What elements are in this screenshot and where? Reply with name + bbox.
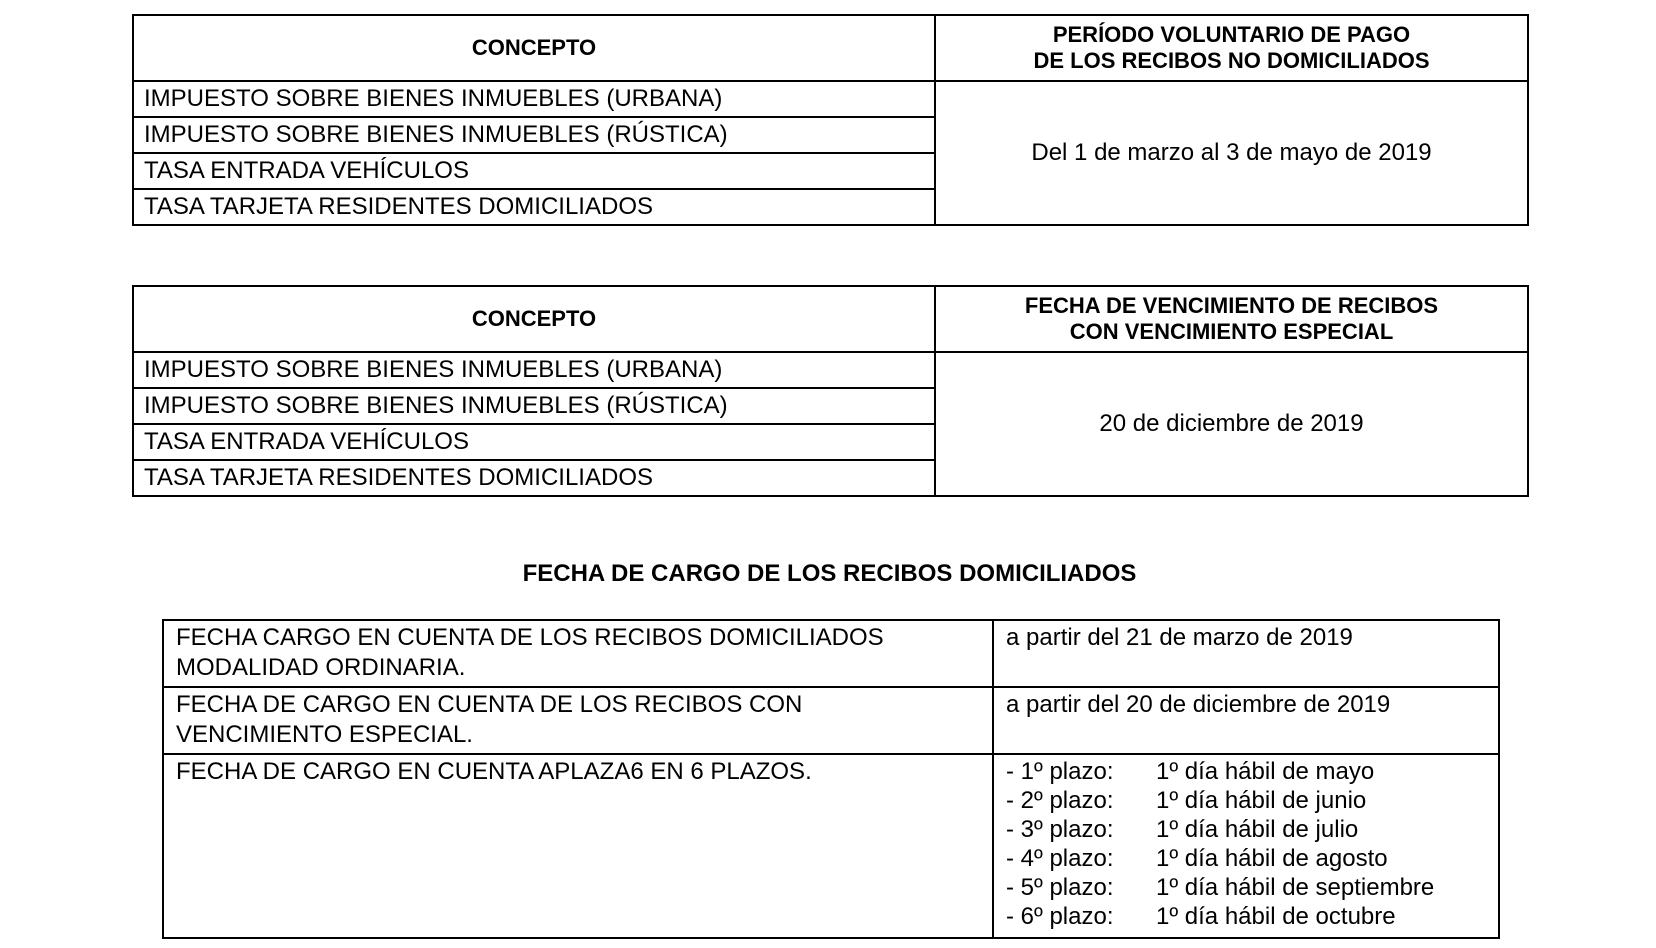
plazo-label: - 5º plazo: [1006, 874, 1114, 901]
plazo-value: 1º día hábil de junio [1156, 787, 1367, 814]
concept-header: CONCEPTO [133, 15, 935, 81]
concept-cell: TASA ENTRADA VEHÍCULOS [133, 424, 935, 460]
plazo-item [1006, 786, 1498, 815]
concept-line: FECHA DE CARGO EN CUENTA APLAZA6 EN 6 PLAZOS. [176, 758, 812, 785]
table-header-row [133, 286, 1528, 352]
plazo-label: - 6º plazo: [1006, 903, 1114, 930]
concept-cell [163, 620, 993, 687]
due-date-value: 20 de diciembre de 2019 [935, 352, 1528, 496]
charge-date-value: a partir del 20 de diciembre de 2019 [993, 687, 1499, 754]
concept-line: MODALIDAD ORDINARIA. [176, 654, 466, 681]
table-row [163, 754, 1499, 938]
plazo-item [1006, 815, 1498, 844]
concept-header: CONCEPTO [133, 286, 935, 352]
due-date-header-line2: CON VENCIMIENTO ESPECIAL [1069, 319, 1394, 344]
plazo-value: 1º día hábil de septiembre [1156, 874, 1435, 901]
concept-cell: IMPUESTO SOBRE BIENES INMUEBLES (URBANA) [133, 81, 935, 117]
table-row [133, 352, 1528, 388]
plazo-item [1006, 844, 1498, 873]
concept-line: VENCIMIENTO ESPECIAL. [176, 721, 473, 748]
concept-cell: TASA TARJETA RESIDENTES DOMICILIADOS [133, 189, 935, 225]
period-header-line2: DE LOS RECIBOS NO DOMICILIADOS [1033, 48, 1430, 73]
plazo-value: 1º día hábil de mayo [1156, 758, 1375, 785]
concept-line: FECHA DE CARGO EN CUENTA DE LOS RECIBOS CON [176, 691, 803, 718]
concept-cell: TASA ENTRADA VEHÍCULOS [133, 153, 935, 189]
concept-cell [163, 687, 993, 754]
plazo-label: - 4º plazo: [1006, 845, 1114, 872]
plazo-value: 1º día hábil de julio [1156, 816, 1359, 843]
voluntary-period-table [132, 14, 1529, 226]
table-header-row [133, 15, 1528, 81]
concept-cell: IMPUESTO SOBRE BIENES INMUEBLES (URBANA) [133, 352, 935, 388]
concept-cell: TASA TARJETA RESIDENTES DOMICILIADOS [133, 460, 935, 496]
plazo-value: 1º día hábil de agosto [1156, 845, 1388, 872]
plazo-value: 1º día hábil de octubre [1156, 903, 1396, 930]
concept-cell: IMPUESTO SOBRE BIENES INMUEBLES (RÚSTICA) [133, 117, 935, 153]
plazo-label: - 3º plazo: [1006, 816, 1114, 843]
period-header [935, 15, 1528, 81]
table-row [163, 620, 1499, 687]
concept-cell: IMPUESTO SOBRE BIENES INMUEBLES (RÚSTICA) [133, 388, 935, 424]
plazo-label: - 2º plazo: [1006, 787, 1114, 814]
table-row [133, 81, 1528, 117]
due-date-header [935, 286, 1528, 352]
concept-cell [163, 754, 993, 938]
special-due-date-table [132, 285, 1529, 497]
period-header-line1: PERÍODO VOLUNTARIO DE PAGO [1052, 22, 1411, 47]
due-date-header-line1: FECHA DE VENCIMIENTO DE RECIBOS [1024, 293, 1439, 318]
plazo-label: - 1º plazo: [1006, 758, 1114, 785]
plazo-item [1006, 873, 1498, 902]
section-heading: FECHA DE CARGO DE LOS RECIBOS DOMICILIADOS [522, 560, 1137, 587]
plazo-item [1006, 757, 1498, 786]
period-value: Del 1 de marzo al 3 de mayo de 2019 [935, 81, 1528, 225]
charge-date-table [162, 619, 1500, 939]
charge-date-value: a partir del 21 de marzo de 2019 [993, 620, 1499, 687]
plazo-item [1006, 902, 1498, 931]
plazos-cell [993, 754, 1499, 938]
table-row [163, 687, 1499, 754]
concept-line: FECHA CARGO EN CUENTA DE LOS RECIBOS DOMICILIADOS [176, 624, 884, 651]
